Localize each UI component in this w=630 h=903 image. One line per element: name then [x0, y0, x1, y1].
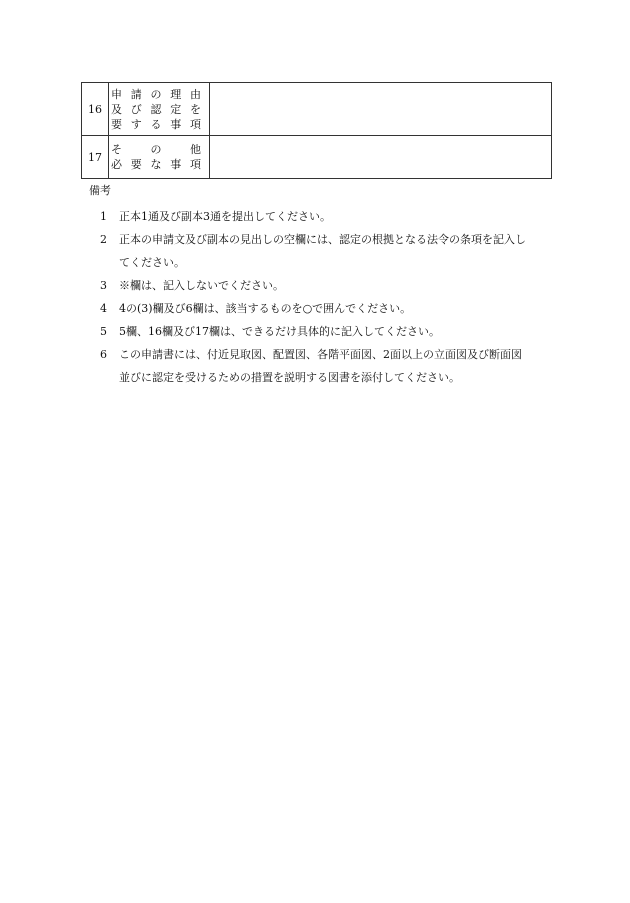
note-text: 正本1通及び副本3通を提出してください。	[119, 210, 331, 223]
note-text: 正本の申請文及び副本の見出しの空欄には、認定の根拠となる法令の条項を記入し てください。	[119, 233, 526, 269]
label-line: 及 び 認 定 を	[111, 102, 201, 116]
row-value-field[interactable]	[210, 136, 552, 179]
note-text: 5欄、16欄及び17欄は、できるだけ具体的に記入してください。	[119, 325, 440, 338]
form-row-16	[82, 83, 552, 136]
note-text: この申請書には、付近見取図、配置図、各階平面図、2面以上の立面図及び断面図 並びに認定を受けるための措置を説明する図書を添付してください。	[119, 348, 522, 384]
row-number: 16	[82, 83, 109, 136]
note-item	[100, 274, 556, 297]
note-number: 4	[100, 302, 107, 315]
notes-list	[100, 205, 556, 389]
notes-title: 備考	[89, 184, 111, 197]
label-line: 要 す る 事 項	[111, 117, 201, 131]
note-number: 6	[100, 348, 107, 361]
note-item	[100, 297, 556, 320]
row-value-field[interactable]	[210, 83, 552, 136]
application-form-table	[81, 82, 552, 179]
note-item	[100, 320, 556, 343]
note-item	[100, 228, 556, 274]
note-number: 3	[100, 279, 107, 292]
note-item	[100, 205, 556, 228]
label-line: 必 要 な 事 項	[111, 158, 201, 171]
row-label-reason	[109, 83, 210, 136]
note-number: 5	[100, 325, 107, 338]
note-number: 1	[100, 210, 107, 223]
note-text: 4の(3)欄及び6欄は、該当するものを○で囲んでください。	[119, 302, 412, 315]
note-item	[100, 343, 556, 389]
form-row-17	[82, 136, 552, 179]
row-number: 17	[82, 136, 109, 179]
note-text: ※欄は、記入しないでください。	[119, 279, 284, 292]
row-label-other	[109, 136, 210, 179]
label-line: そ の 他	[111, 143, 201, 156]
label-line: 申 請 の 理 由	[111, 87, 201, 101]
note-number: 2	[100, 233, 107, 246]
